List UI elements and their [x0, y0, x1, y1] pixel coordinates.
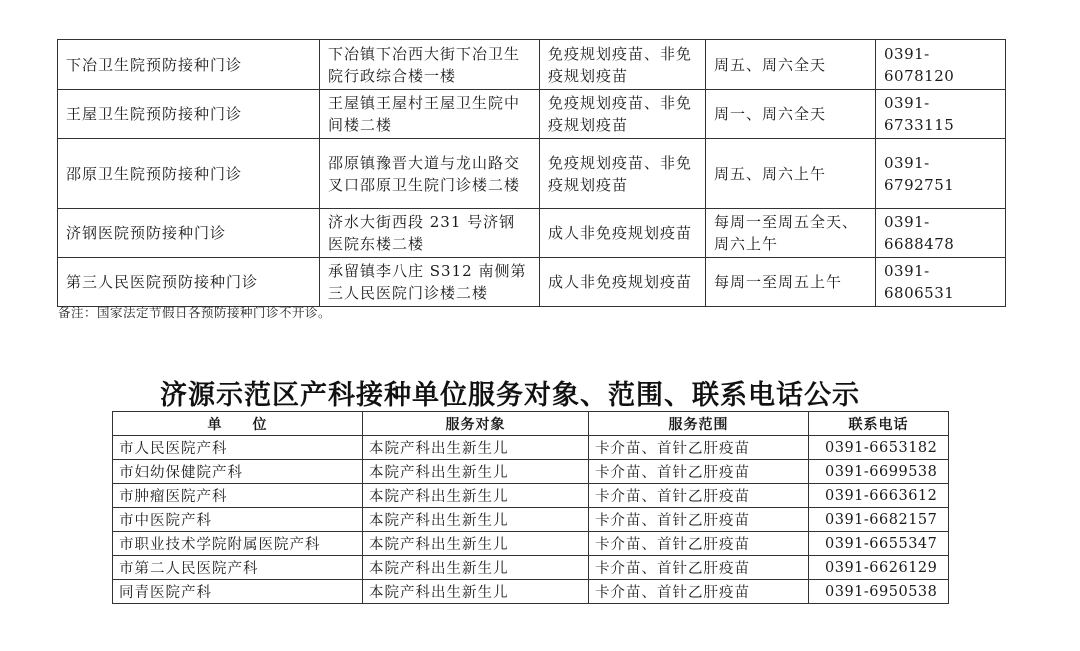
service-scope: 卡介苗、首针乙肝疫苗 [589, 508, 809, 532]
unit-phone: 0391-6663612 [809, 484, 949, 508]
clinic-name: 邵原卫生院预防接种门诊 [58, 139, 320, 209]
table-row [58, 209, 1006, 258]
clinic-phone: 0391-6806531 [876, 258, 1006, 307]
clinic-vaccines: 成人非免疫规划疫苗 [540, 209, 706, 258]
service-target: 本院产科出生新生儿 [363, 460, 589, 484]
clinic-vaccines: 免疫规划疫苗、非免疫规划疫苗 [540, 40, 706, 90]
clinic-hours: 周五、周六上午 [706, 139, 876, 209]
clinic-address: 承留镇李八庄 S312 南侧第三人民医院门诊楼二楼 [320, 258, 540, 307]
unit-name: 市职业技术学院附属医院产科 [113, 532, 363, 556]
header-phone: 联系电话 [809, 412, 949, 436]
clinics-table [57, 39, 1006, 307]
header-scope: 服务范围 [589, 412, 809, 436]
clinic-hours: 周一、周六全天 [706, 90, 876, 139]
unit-name: 同青医院产科 [113, 580, 363, 604]
table-row [58, 90, 1006, 139]
service-target: 本院产科出生新生儿 [363, 532, 589, 556]
service-target: 本院产科出生新生儿 [363, 556, 589, 580]
clinic-name: 王屋卫生院预防接种门诊 [58, 90, 320, 139]
service-scope: 卡介苗、首针乙肝疫苗 [589, 460, 809, 484]
service-target: 本院产科出生新生儿 [363, 436, 589, 460]
unit-phone: 0391-6950538 [809, 580, 949, 604]
table-row [113, 532, 949, 556]
unit-phone: 0391-6626129 [809, 556, 949, 580]
unit-name: 市第二人民医院产科 [113, 556, 363, 580]
obstetrics-table [112, 411, 949, 604]
unit-phone: 0391-6699538 [809, 460, 949, 484]
table-row [58, 258, 1006, 307]
unit-phone: 0391-6653182 [809, 436, 949, 460]
header-unit: 单 位 [113, 412, 363, 436]
header-row [113, 412, 949, 436]
clinic-name: 济钢医院预防接种门诊 [58, 209, 320, 258]
clinic-vaccines: 免疫规划疫苗、非免疫规划疫苗 [540, 139, 706, 209]
table-row [113, 508, 949, 532]
table-row [58, 40, 1006, 90]
service-target: 本院产科出生新生儿 [363, 508, 589, 532]
header-target: 服务对象 [363, 412, 589, 436]
clinic-phone: 0391-6078120 [876, 40, 1006, 90]
clinic-address: 下冶镇下冶西大街下冶卫生院行政综合楼一楼 [320, 40, 540, 90]
service-scope: 卡介苗、首针乙肝疫苗 [589, 556, 809, 580]
clinic-name: 下冶卫生院预防接种门诊 [58, 40, 320, 90]
clinic-address: 济水大街西段 231 号济钢医院东楼二楼 [320, 209, 540, 258]
clinic-address: 王屋镇王屋村王屋卫生院中间楼二楼 [320, 90, 540, 139]
clinic-phone: 0391-6688478 [876, 209, 1006, 258]
table-row [113, 556, 949, 580]
clinic-vaccines: 免疫规划疫苗、非免疫规划疫苗 [540, 90, 706, 139]
clinic-hours: 每周一至周五上午 [706, 258, 876, 307]
clinic-hours: 每周一至周五全天、周六上午 [706, 209, 876, 258]
table-row [113, 580, 949, 604]
clinic-phone: 0391-6792751 [876, 139, 1006, 209]
clinic-name: 第三人民医院预防接种门诊 [58, 258, 320, 307]
service-target: 本院产科出生新生儿 [363, 484, 589, 508]
service-target: 本院产科出生新生儿 [363, 580, 589, 604]
unit-name: 市妇幼保健院产科 [113, 460, 363, 484]
clinic-hours: 周五、周六全天 [706, 40, 876, 90]
clinic-phone: 0391-6733115 [876, 90, 1006, 139]
table-row [113, 436, 949, 460]
table-note: 备注：国家法定节假日各预防接种门诊不开诊。 [58, 305, 332, 320]
unit-phone: 0391-6682157 [809, 508, 949, 532]
unit-name: 市肿瘤医院产科 [113, 484, 363, 508]
unit-phone: 0391-6655347 [809, 532, 949, 556]
unit-name: 市中医院产科 [113, 508, 363, 532]
service-scope: 卡介苗、首针乙肝疫苗 [589, 532, 809, 556]
unit-name: 市人民医院产科 [113, 436, 363, 460]
service-scope: 卡介苗、首针乙肝疫苗 [589, 436, 809, 460]
clinic-vaccines: 成人非免疫规划疫苗 [540, 258, 706, 307]
table-row [58, 139, 1006, 209]
table-row [113, 484, 949, 508]
table-row [113, 460, 949, 484]
service-scope: 卡介苗、首针乙肝疫苗 [589, 484, 809, 508]
service-scope: 卡介苗、首针乙肝疫苗 [589, 580, 809, 604]
section-title: 济源示范区产科接种单位服务对象、范围、联系电话公示 [160, 380, 860, 411]
clinic-address: 邵原镇豫晋大道与龙山路交叉口邵原卫生院门诊楼二楼 [320, 139, 540, 209]
